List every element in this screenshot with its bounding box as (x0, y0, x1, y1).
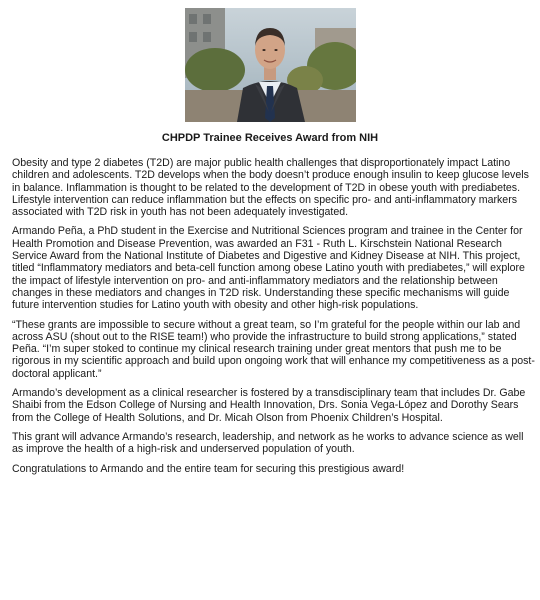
paragraph-quote: “These grants are impossible to secure without a great team, so I’m grateful for the people within our lab and across ASU (shout out to the RISE team!) who provide the infrastructure to build strong applications,” stated Peña. “I’m super stoked to continue my clinical research training under great mentors that push me to be rigorous in my scientific approach and build upon ongoing work that will enhance my competitiveness as a post-doctoral applicant.” (12, 318, 535, 380)
paragraph-intro: Obesity and type 2 diabetes (T2D) are major public health challenges that disproportionately impact Latino children and adolescents. T2D develops when the body doesn’t produce enough insulin to keep glucose levels in balance. Inflammation is thought to be related to the development of T2D in obese youth with prediabetes. Lifestyle intervention can reduce inflammation but the effects on specific pro- and anti-inflammatory markers associated with T2D risk in youth has not been adequately investigated. (12, 157, 529, 219)
portrait-photo (185, 8, 356, 122)
paragraph-impact: This grant will advance Armando’s research, leadership, and network as he works to advance science as well as improve the health of a high-risk and underserved population of youth. (12, 430, 524, 456)
article-title: CHPDP Trainee Receives Award from NIH (161, 132, 379, 144)
paragraph-congratulations: Congratulations to Armando and the entire team for securing this prestigious award! (12, 462, 405, 475)
paragraph-award: Armando Peña, a PhD student in the Exercise and Nutritional Sciences program and trainee in the Center for Health Promotion and Disease Prevention, was awarded an F31 - Ruth L. Kirschstein National Research Service Award from the National Institute of Diabetes and Digestive and Kidney Disease at NIH. This project, titled “Inflammatory mediators and beta-cell function among obese Latino youth with prediabetes,” will explore the impact of lifestyle intervention on pro- and anti-inflammatory mediators and the relationship between changes in these mediators and changes in T2D risk. Understanding these specific mechanisms will guide future intervention studies for Latino youth with obesity and other high-risk populations. (12, 225, 525, 312)
paragraph-team: Armando’s development as a clinical researcher is fostered by a transdisciplinary team that includes Dr. Gabe Shaibi from the Edson College of Nursing and Health Innovation, Drs. Sonia Vega-López and Dorothy Sears from the College of Health Solutions, and Dr. Micah Olson from Phoenix Children’s Hospital. (12, 387, 526, 424)
article-body (12, 157, 536, 482)
